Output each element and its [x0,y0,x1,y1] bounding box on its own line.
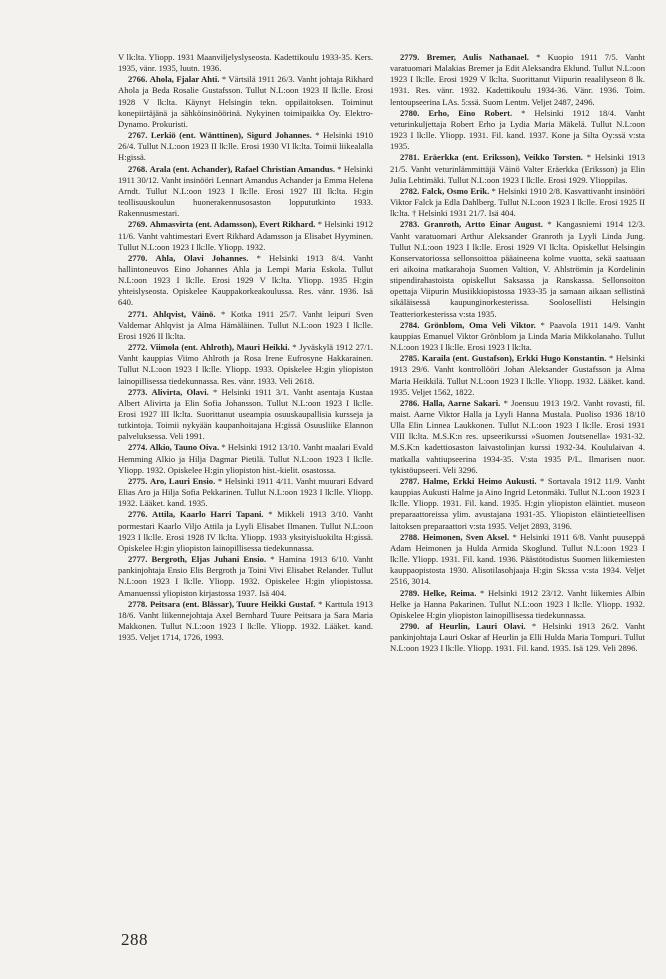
register-entry [390,398,645,476]
entry-text: * Helsinki 1912 13/10. Vanht maalari Evald Hemming Alkio ja Hilja Dagmar Pietilä. Tullut N.L:oon 1923 I lk:lle. Yliopp. 1932. Opiskelee H:gin yliopiston hist.-kielit. osastossa. [118,442,373,475]
page-number: 288 [121,930,148,949]
entry-text: * Helsinki 1912 23/12. Vanht liikemies Albin Helke ja Hanna Pakarinen. Tullut N.L:oon 1923 I lk:lle. Yliopp. 1932. Opiskelee H:gin yliopiston lainopillisessa tiedekunnassa. [390,587,645,620]
entry-name: Heimonen, Sven Aksel. [422,531,510,542]
register-entry [118,342,373,387]
entry-text: * Helsinki 1913 8/4. Vanht hallintoneuvos Eino Johannes Ahla ja Lempi Maria Eskola. Tullut N.L:oon 1923 I lk:lle. Erosi 1929 V lk:lta. Yliopp. 1935 H:gin yhteislyseosta. Opiskelee Kauppakorkeakoulussa. Res. vänr. 1936. Isä 640. [118,252,373,308]
entry-text: * Helsinki 1911 4/11. Vanht muurari Edvard Elias Aro ja Hilja Sofia Pekkarinen. Tullut N.L:oon 1923 I lk:lle. Yliopp. 1932. Lääket. kand. 1935. [118,475,374,509]
entry-name: Ahlqvist, Väinö. [152,308,216,319]
register-entry [118,387,373,443]
entry-number: 2775. [128,475,148,486]
entry-number: 2781. [400,152,420,163]
entry-number: 2776. [128,509,148,520]
entry-text: * Kotka 1911 25/7. Vanht leipuri Sven Valdemar Ahlqvist ja Alma Hämäläinen. Tullut N.L:oon 1923 I lk:lle. Erosi 1926 II lk:lta. [118,308,374,341]
entry-text: * Helsinki 1910 2/8. Kasvattivanht insinööri Viktor Falck ja Edla Dahlberg. Tullut N.L:oon 1923 I lk:lle. Erosi 1925 II lk:lta. † Helsinki 1931 21/7. Isä 404. [390,185,645,219]
entry-text: * Hamina 1913 6/10. Vanht pankinjohtaja Ensio Elis Bergroth ja Toini Vivi Elisabet Relander. Tullut N.L:oon 1923 I lk:lle. Yliopp. 1932. Opiskelee H:gin yliopistossa. Amanuenssi yliopiston kirjastossa 1937. Isä 404. [118,554,374,598]
register-entry [390,353,645,398]
left-column [118,52,373,643]
entry-name: Lerkiö (ent. Wänttinen), Sigurd Johannes. [150,130,312,141]
entry-number: 2773. [128,386,148,397]
entry-text: * Helsinki 1913 29/6. Vanht kontrollööri Johan Aleksander Gustafsson ja Alma Maria Heikkilä. Tullut N.L:oon 1923 I lk:lle. Yliopp. 1932. Lääket. kand. 1935. Veljet 1562, 1822. [390,353,646,397]
entry-text: * Helsinki 1910 26/4. Tullut N.L:oon 1923 II lk:lle. Erosi 1930 VI lk:lta. Toimii liikealalla H:gissä. [118,130,373,163]
entry-number: 2768. [128,163,148,174]
entry-text: * Helsinki 1913 26/2. Vanht pankinjohtaja Lauri Oskar af Heurlin ja Elli Hulda Maria Tompuri. Tullut N.L:oon 1923 I lk:lle. Yliopp. 1931. Fil. kand. 1935. Isä 129. Veli 2896. [390,620,645,654]
entry-name: Karaila (ent. Gustafson), Erkki Hugo Konstantin. [421,353,607,364]
entry-number: 2785. [400,353,420,364]
entry-name: Bremer, Aulis Nathanael. [426,52,529,62]
entry-name: Bergroth, Eljas Juhani Ensio. [151,554,267,565]
entry-text: * Helsinki 1913 21/5. Vanht veturinlämmittäjä Väinö Valter Eräerkka (Eriksson) ja Elin Julia Lehtimäki. Tullut N.L:oon 1923 I lk:lle. Erosi 1929. Ylioppilas. [390,152,646,185]
entry-text: V lk:lta. Yliopp. 1931 Maanviljelyslyseosta. Kadettikoulu 1933-35. Kers. 1935, vänr. 1935, luutn. 1936. [118,52,373,74]
entry-name: Halme, Erkki Heimo Aukusti. [422,475,537,486]
register-entry [390,108,645,153]
entry-text: * Sortavala 1912 11/9. Vanht kauppias Aukusti Halme ja Aino Ingrid Letonmäki. Tullut N.L:oon 1923 I lk:lle. Yliopp. 1931. Fil. kand. 1935. H:gin yliopiston eläintiet. museon preparaattoreissa ylim. avustajana 1931-35. Yliopiston eläintieteellisen laitoksen preparaattori v:sta 1935. Veljet 2893, 3196. [390,475,645,531]
entry-name: Eräerkka (ent. Eriksson), Veikko Torsten. [423,152,583,163]
register-entry [118,74,373,130]
entry-text: * Helsinki 1912 18/4. Vanht veturinkuljettaja Robert Erho ja Lydia Maria Mäkelä. Tullut N.L:oon 1923 I lk:lle. Yliopp. 1931. Fil. kand. 1937. Kone ja Silta Oy:ssä v:sta 1935. [390,107,645,152]
entry-number: 2774. [128,442,148,453]
entry-number: 2788. [400,531,420,542]
register-entry [118,476,373,509]
entry-number: 2784. [400,319,420,330]
register-entry [118,309,373,342]
register-entry [390,219,645,319]
entry-number: 2778. [128,598,148,609]
entry-text: * Joensuu 1913 19/2. Vanht rovasti, fil. maist. Aarne Viktor Halla ja Lyyli Hanna Mustala. Puoliso 1936 18/10 Ulla Elin Linnea Laukkonen. Tullut N.L:oon 1923 I lk:lle. Erosi 1931 VIII lk:lta. M.S.K:n res. upseerikurssi »Suomen Joutsenella» 1931-32. M.S.K:n kadettiosaston laivastolinjan kurssi 1932-34. Koululaivan 4. matkalla vahtiupseerina 1934-35. V:sta 1935 P/L. Ilmarisen nuor. tykistöupseeri. Veli 3296. [390,397,645,475]
entry-number: 2782. [400,185,420,196]
entry-name: Alkio, Tauno Oiva. [149,442,220,453]
entry-name: Alivirta, Olavi. [151,386,209,397]
register-entry [118,554,373,599]
entry-number: 2777. [128,554,148,565]
register-entry [390,152,645,185]
entry-number: 2783. [400,219,420,230]
entry-name: af Heurlin, Lauri Olavi. [425,620,526,631]
entry-name: Ahla, Olavi Johannes. [155,252,249,263]
entry-name: Halla, Aarne Sakari. [422,397,501,408]
register-entry [118,52,373,74]
entry-number: 2786. [400,397,420,408]
register-entry [118,253,373,309]
entry-number: 2769. [128,219,148,230]
entry-name: Ahola, Fjalar Ahti. [149,74,220,85]
entry-number: 2779. [400,52,420,62]
entry-name: Falck, Osmo Erik. [421,185,490,196]
entry-name: Ahmasvirta (ent. Adamsson), Evert Rikhard. [149,219,316,230]
entry-name: Aro, Lauri Ensio. [149,475,216,486]
register-entry [390,52,645,108]
register-entry [118,442,373,475]
register-entry [118,164,373,220]
entry-name: Peitsara (ent. Blässar), Tuure Heikki Gustaf. [149,598,316,609]
register-entry [390,476,645,532]
entry-number: 2780. [400,107,420,118]
register-entry [390,320,645,353]
entry-text: * Paavola 1911 14/9. Vanht kauppias Emanuel Viktor Grönblom ja Linda Maria Mikkolanaho. Tullut N.L:oon 1923 I lk:lle. Erosi 1923 I lk:lta. [390,319,646,353]
entry-text: * Jyväskylä 1912 27/1. Vanht kauppias Viimo Ahlroth ja Rosa Irene Eufrosyne Hakkarainen. Tullut N.L:oon 1923 I lk:lle. Yliopp. 1933. Opiskelee H:gin yliopiston lainopillisessa tiedekunnassa. Res. vänr. 1933. Veli 2618. [118,342,373,386]
entry-text: * Värtsilä 1911 26/3. Vanht johtaja Rikhard Ahola ja Beda Rosalie Gustafsson. Tullut N.L:oon 1923 II lk:lle. Erosi 1928 V lk:lta. Käynyt Helsingin tekn. oppilaitoksen. Toiminut konepiirtäjänä ja sähköinsinöörinä. Nykyinen toimipaikka Oy. Elektro-Dynamo. Prokuristi. [118,74,374,129]
register-entry [390,532,645,588]
right-column [390,52,645,654]
entry-text: * Helsinki 1911 30/12. Vanht insinööri Lennart Amandus Achander ja Emma Helena Arndt. Tullut N.L:oon 1923 I lk:lle. Erosi 1927 III lk:lta. H:gin teollisuuskoulun huonerakennusosaston loppututkinto 1933. Rakennusmestari. [118,163,373,219]
entry-text: * Helsinki 1911 6/8. Vanht puuseppä Adam Heimonen ja Hulda Armida Skoglund. Tullut N.L:oon 1923 I lk:lle. Yliopp. 1931. Fil. kand. 1936. Päästötodistus Suomen liikemiesten kauppaopistosta 1930. Alisotilasohjaaja H:gin Sk:ssa v:sta 1934. Veljet 2516, 3014. [390,531,645,587]
register-entry [118,219,373,252]
entry-text: * Helsinki 1911 3/1. Vanht asentaja Kustaa Albert Alivirta ja Elin Sofia Johansson. Tullut N.L:oon 1923 I lk:lle. Erosi 1927 III lk:lta. Suorittanut useampia osuuskaupallisia kursseja ja tutkintoja. Toimii nykyään kaupanhoitajana H:gissä Osuusliike Elannon palveluksessa. Veli 1991. [118,386,373,442]
entry-text: * Helsinki 1912 11/6. Vanht vahtimestari Evert Rikhard Adamsson ja Elisabet Hyyminen. Tullut N.L:oon 1923 I lk:lle. Yliopp. 1932. [118,219,374,252]
entry-number: 2766. [128,74,148,85]
entry-text: * Karttula 1913 18/6. Vanht liikennejohtaja Axel Bernhard Tuure Peitsara ja Sara Maria Makkonen. Tullut N.L:oon 1923 I lk:lle. Yliopp. 1932. Lääket. kand. 1935. Veljet 1714, 1726, 1993. [118,598,373,643]
entry-number: 2770. [128,252,148,263]
entry-name: Grönblom, Oma Veli Viktor. [424,319,536,330]
entry-name: Granroth, Artto Einar August. [423,219,543,230]
register-entry [390,588,645,621]
register-entry [390,621,645,654]
entry-number: 2790. [400,620,420,631]
entry-number: 2772. [128,342,148,353]
register-entry [118,130,373,163]
entry-name: Erho, Eino Robert. [428,107,513,118]
entry-number: 2767. [128,130,148,141]
entry-number: 2787. [400,475,420,486]
entry-text: * Kuopio 1911 7/5. Vanht varatuomari Malakias Bremer ja Edit Aleksandra Eklund. Tullut N.L:oon 1923 I lk:lle. Erosi 1929 V lk:lta. Suorittanut Viipurin reaalilyseon 8 lk. 1931. Res. vänr. 1932. Kadettikoulu 1934-36. Vänr. 1936. Toim. lentoupseerina LAs. 5:ssä. Suom Lentm. Veljet 2487, 2496. [390,52,645,107]
register-entry [390,186,645,219]
entry-text: * Kangasniemi 1914 12/3. Vanht varatuomari Arthur Aleksander Granroth ja Lyyli Linda Jung. Tullut N.L:oon 1923 I lk:lle. Erosi 1929 VI lk:lta. Opiskellut Helsingin Konservatoriossa sellonsoittoa pääaineena kolme vuotta, sekä saatuaan eri aikoina matkarahoja Suomen Valtion, V. Ahlströmin ja Kordelinin stipendirahastoista opiskellut Saksassa ja Ranskassa. Sellonsoiton opettaja Viipurin Musiikkiopistossa 1933-35 ja samaan aikaan sellistinä sikäläisessä kaupunginorkesterissa. Soolosellisti Helsingin Teatteriorkesterissa v:sta 1935. [390,219,645,319]
entry-number: 2789. [400,587,420,598]
register-entry [118,599,373,644]
entry-name: Attila, Kaarlo Harri Tapani. [152,509,264,520]
entry-number: 2771. [128,308,148,319]
entry-text: * Mikkeli 1913 3/10. Vanht pormestari Kaarlo Viljo Attila ja Lyyli Elisabet Ilmanen. Tullut N.L:oon 1923 I lk:lle. Erosi 1928 IV lk:lta. Yliopp. 1933 yksityisluokilta H:gissä. Opiskelee H:gin yliopiston lainopillisessa tiedekunnassa. [118,509,373,553]
entry-name: Arala (ent. Achander), Rafael Christian Amandus. [149,163,336,174]
entry-name: Helke, Reima. [423,587,477,598]
register-entry [118,509,373,554]
entry-name: Viimola (ent. Ahlroth), Mauri Heikki. [149,342,290,353]
